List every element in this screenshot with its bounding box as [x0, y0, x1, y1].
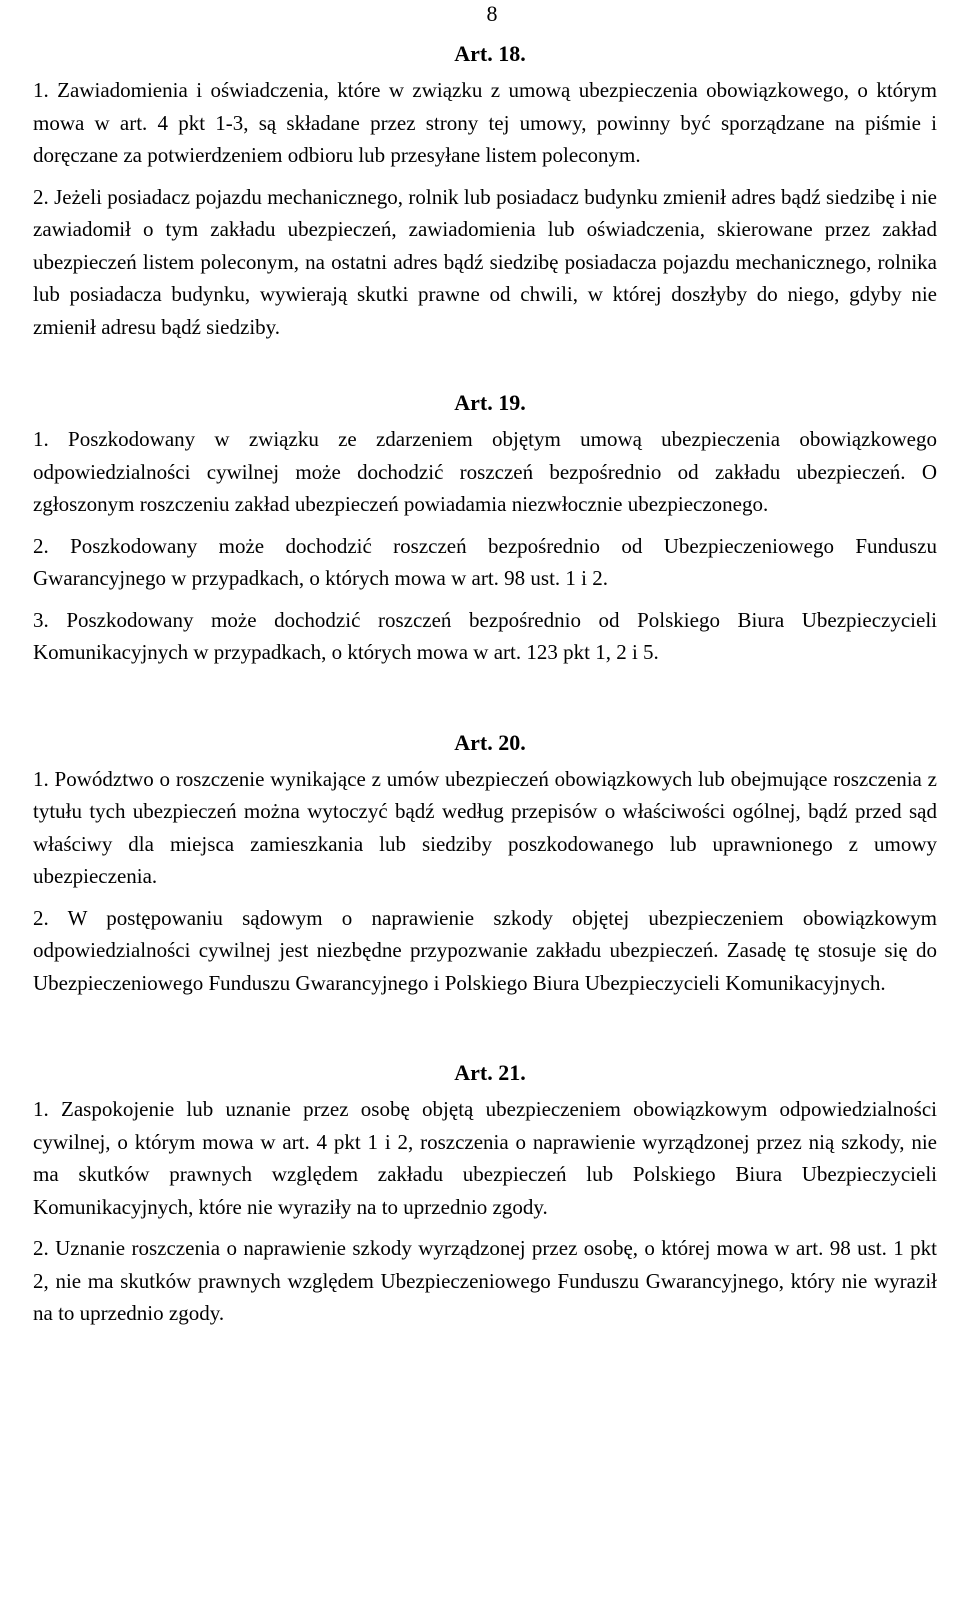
page-number: 8 — [486, 1, 498, 26]
article-21 — [33, 1057, 937, 1330]
article-paragraph: 1. Poszkodowany w związku ze zdarzeniem objętym umową ubezpieczenia obowiązkowego odpowiedzialności cywilnej może dochodzić roszczeń bezpośrednio od zakładu ubezpieczeń. O zgłoszonym roszczeniu zakład ubezpieczeń powiadamia niezwłocznie ubezpieczonego. — [33, 427, 937, 516]
article-title: Art. 19. — [454, 390, 526, 415]
article-paragraph: 2. Poszkodowany może dochodzić roszczeń bezpośrednio od Ubezpieczeniowego Funduszu Gwarancyjnego w przypadkach, o których mowa w art. 98 ust. 1 i 2. — [33, 533, 937, 590]
document-content — [33, 38, 937, 1339]
article-20 — [33, 727, 937, 1000]
article-paragraph: 2. Jeżeli posiadacz pojazdu mechanicznego, rolnik lub posiadacz budynku zmienił adres bądź siedzibę i nie zawiadomił o tym zakładu ubezpieczeń, zawiadomienia lub oświadczenia, skierowane przez zakład ubezpieczeń listem poleconym, na ostatni adres bądź siedzibę posiadacza pojazdu mechanicznego, rolnika lub posiadacza budynku, wywierają skutki prawne od chwili, w której doszłyby do niego, gdyby nie zmienił adresu bądź siedziby. — [33, 184, 937, 339]
article-paragraph: 3. Poszkodowany może dochodzić roszczeń bezpośrednio od Polskiego Biura Ubezpieczycieli Komunikacyjnych w przypadkach, o których mowa w art. 123 pkt 1, 2 i 5. — [33, 607, 937, 664]
article-19 — [33, 387, 937, 669]
article-paragraph: 1. Powództwo o roszczenie wynikające z umów ubezpieczeń obowiązkowych lub obejmujące roszczenia z tytułu tych ubezpieczeń można wytoczyć bądź według przepisów o właściwości ogólnej, bądź przed sąd właściwy dla miejsca zamieszkania lub siedziby poszkodowanego lub uprawnionego z umowy ubezpieczenia. — [33, 766, 937, 888]
article-title: Art. 20. — [454, 729, 526, 755]
article-title: Art. 21. — [454, 1060, 526, 1085]
article-18 — [33, 38, 937, 343]
article-paragraph: 1. Zawiadomienia i oświadczenia, które w związku z umową ubezpieczenia obowiązkowego, o którym mowa w art. 4 pkt 1-3, są składane przez strony tej umowy, powinny być sporządzane na piśmie i doręczane za potwierdzeniem odbioru lub przesyłane listem poleconym. — [33, 78, 937, 167]
article-paragraph: 1. Zaspokojenie lub uznanie przez osobę objętą ubezpieczeniem obowiązkowym odpowiedzialności cywilnej, o którym mowa w art. 4 pkt 1 i 2, roszczenia o naprawienie wyrządzonej przez nią szkody, nie ma skutków prawnych względem zakładu ubezpieczeń lub Polskiego Biura Ubezpieczycieli Komunikacyjnych, które nie wyraziły na to uprzednio zgody. — [33, 1097, 937, 1219]
article-paragraph: 2. W postępowaniu sądowym o naprawienie szkody objętej ubezpieczeniem obowiązkowym odpowiedzialności cywilnej jest niezbędne przypozwanie zakładu ubezpieczeń. Zasadę tę stosuje się do Ubezpieczeniowego Funduszu Gwarancyjnego i Polskiego Biura Ubezpieczycieli Komunikacyjnych. — [33, 905, 937, 995]
article-paragraph: 2. Uznanie roszczenia o naprawienie szkody wyrządzonej przez osobę, o której mowa w art. 98 ust. 1 pkt 2, nie ma skutków prawnych względem Ubezpieczeniowego Funduszu Gwarancyjnego, który nie wyraził na to uprzednio zgody. — [33, 1236, 937, 1325]
article-title: Art. 18. — [454, 41, 526, 66]
